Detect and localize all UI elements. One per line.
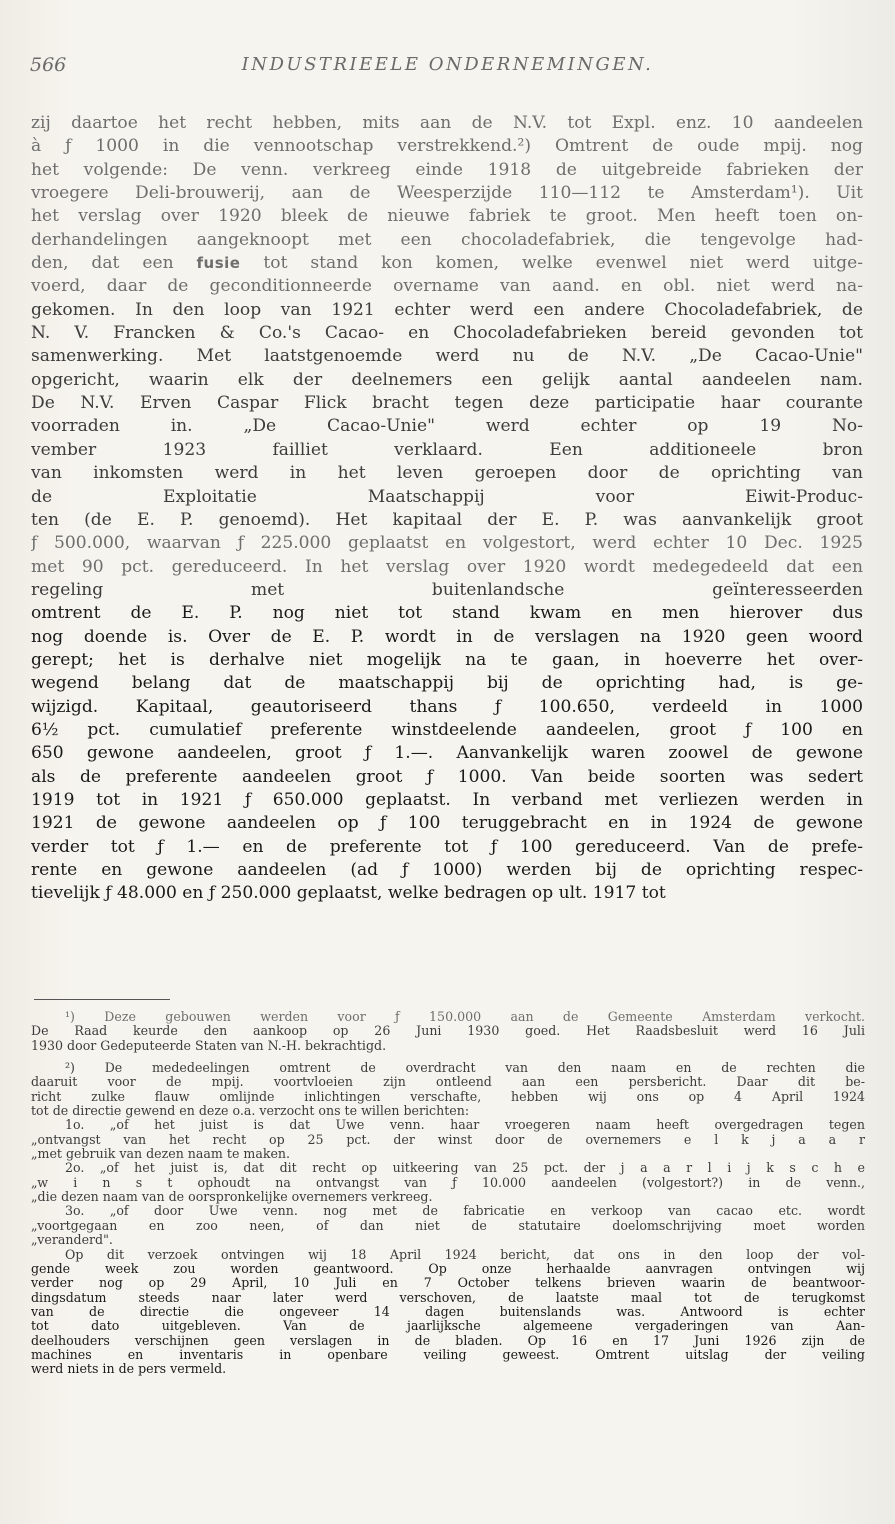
body-line: gekomen. In den loop van 1921 echter werd een andere Chocoladefabriek, de [31,299,863,320]
footnote-line: werd niets in de pers vermeld. [31,1362,227,1377]
body-line: van inkomsten werd in het leven geroepen door de oprichting van [31,463,863,484]
body-line: samenwerking. Met laatstgenoemde werd nu de N.V. „De Cacao-Unie" [31,346,863,367]
body-line [31,252,863,275]
body-line: 1919 tot in 1921 ƒ 650.000 geplaatst. In verband met verliezen werden in [31,789,863,810]
body-line: voorraden in. „De Cacao-Unie" werd echter op 19 No- [31,416,863,437]
footnote-rule [34,999,170,1000]
body-line: met 90 pct. gereduceerd. In het verslag over 1920 wordt medegedeeld dat een [31,556,863,577]
body-line: de Exploitatie Maatschappij voor Eiwit-Produc- [31,486,863,507]
body-line-text: tot stand kon komen, welke evenwel niet werd uitge- [240,253,863,274]
body-line: verder tot ƒ 1.— en de preferente tot ƒ 100 gereduceerd. Van de prefe- [31,836,863,857]
emphasis-fusie: fusie [196,254,241,273]
footnote-line: „veranderd". [31,1233,113,1248]
footnote-line: Op dit verzoek ontvingen wij 18 April 1924 bericht, dat ons in den loop der vol- [65,1247,865,1262]
body-line: 1921 de gewone aandeelen op ƒ 100 teruggebracht en in 1924 de gewone [31,813,863,834]
body-line: nog doende is. Over de E. P. wordt in de verslagen na 1920 geen woord [31,626,863,647]
body-line: 650 gewone aandeelen, groot ƒ 1.—. Aanvankelijk waren zoowel de gewone [31,743,863,764]
footnote-line: 2o. „of het juist is, dat dit recht op uitkeering van 25 pct. der j a a r l i j k s c h e [65,1161,865,1176]
footnote-line: daaruit voor de mpij. voortvloeien zijn ontleend aan een persbericht. Daar dit be- [31,1075,865,1090]
body-line: De N.V. Erven Caspar Flick bracht tegen deze participatie haar courante [31,393,863,414]
body-line: wijzigd. Kapitaal, geautoriseerd thans ƒ 100.650, verdeeld in 1000 [31,696,863,717]
footnote-line: ¹) Deze gebouwen werden voor ƒ 150.000 aan de Gemeente Amsterdam verkocht. [65,1010,865,1024]
body-line: 6½ pct. cumulatief preferente winstdeelende aandeelen, groot ƒ 100 en [31,719,863,740]
footnotes [31,1010,865,1377]
footnote-line: „voortgegaan en zoo neen, of dan niet de statutaire doelomschrijving moet worden [31,1218,865,1233]
body-text [31,112,863,906]
body-line: vroegere Deli-brouwerij, aan de Weesperzijde 110—112 te Amsterdam¹). Uit [31,183,863,204]
body-line: N. V. Francken & Co.'s Cacao- en Chocoladefabrieken bereid gevonden tot [31,323,863,344]
footnote-line: deelhouders verschijnen geen verslagen in de bladen. Op 16 en 17 Juni 1926 zijn de [31,1333,865,1348]
footnote-line: ²) De mededeelingen omtrent de overdracht van den naam en de rechten die [65,1061,865,1076]
footnote-line: verder nog op 29 April, 10 Juli en 7 October telkens brieven waarin de beantwoor- [31,1276,865,1291]
body-line: als de preferente aandeelen groot ƒ 1000. Van beide soorten was sedert [31,766,863,787]
footnote-line: 1o. „of het juist is dat Uwe venn. haar vroegeren naam heeft overgedragen tegen [65,1118,865,1133]
footnote-line: „die dezen naam van de oorspronkelijke overnemers verkreeg. [31,1190,433,1205]
page-number: 566 [30,54,67,76]
footnote-line: „met gebruik van dezen naam te maken. [31,1147,291,1162]
body-line: vember 1923 failliet verklaard. Een additioneele bron [31,439,863,460]
running-title: INDUSTRIEELE ONDERNEMINGEN. [241,54,654,75]
page-header [30,54,865,84]
body-line: ƒ 500.000, waarvan ƒ 225.000 geplaatst en volgestort, werd echter 10 Dec. 1925 [31,533,863,554]
footnote-line: gende week zou worden geantwoord. Op onze herhaalde aanvragen ontvingen wij [31,1261,865,1276]
footnote-line: richt zulke flauw omlijnde inlichtingen verschafte, hebben wij ons op 4 April 1924 [31,1089,865,1104]
footnote-line: De Raad keurde den aankoop op 26 Juni 1930 goed. Het Raadsbesluit werd 16 Juli [31,1024,865,1039]
footnote-line: dingsdatum steeds naar later werd verschoven, de laatste maal tot de terugkomst [31,1290,865,1305]
footnote-line: machines en inventaris in openbare veiling geweest. Omtrent uitslag der veiling [31,1347,865,1362]
body-line: à ƒ 1000 in die vennootschap verstrekkend.²) Omtrent de oude mpij. nog [31,136,863,157]
footnote-line: tot de directie gewend en deze o.a. verzocht ons te willen berichten: [31,1104,470,1119]
body-line: omtrent de E. P. nog niet tot stand kwam en men hierover dus [31,603,863,624]
footnote-line: 3o. „of door Uwe venn. nog met de fabricatie en verkoop van cacao etc. wordt [65,1204,865,1219]
footnote-line: 1930 door Gedeputeerde Staten van N.-H. bekrachtigd. [31,1038,387,1053]
footnote-line: „ontvangst van het recht op 25 pct. der winst door de overnemers e l k j a a r [31,1132,865,1147]
footnote-line: tot dato uitgebleven. Van de jaarlijksche algemeene vergaderingen van Aan- [31,1319,865,1334]
body-line: rente en gewone aandeelen (ad ƒ 1000) werden bij de oprichting respec- [31,860,863,880]
footnote-line: „w i n s t ophoudt na ontvangst van ƒ 10.000 aandeelen (volgestort?) in de venn., [31,1175,865,1190]
body-line: regeling met buitenlandsche geïnteresseerden [31,579,863,600]
body-line: derhandelingen aangeknoopt met een chocoladefabriek, die tengevolge had- [31,229,863,250]
body-line: opgericht, waarin elk der deelnemers een gelijk aantal aandeelen nam. [31,369,863,390]
footnote-line: van de directie die ongeveer 14 dagen buitenslands was. Antwoord is echter [31,1304,865,1319]
body-line: het volgende: De venn. verkreeg einde 1918 de uitgebreide fabrieken der [31,159,863,180]
body-line: gerept; het is derhalve niet mogelijk na te gaan, in hoeverre het over- [31,649,863,670]
body-line: tievelijk ƒ 48.000 en ƒ 250.000 geplaatst, welke bedragen op ult. 1917 tot [31,883,666,904]
body-line: zij daartoe het recht hebben, mits aan de N.V. tot Expl. enz. 10 aandeelen [31,113,863,133]
body-line: wegend belang dat de maatschappij bij de oprichting had, is ge- [31,673,863,694]
footnote-gap [31,1053,865,1061]
body-line: voerd, daar de geconditionneerde overname van aand. en obl. niet werd na- [31,276,863,297]
body-line: ten (de E. P. genoemd). Het kapitaal der E. P. was aanvankelijk groot [31,509,863,530]
body-line-text: den, dat een [31,253,197,274]
body-line: het verslag over 1920 bleek de nieuwe fabriek te groot. Men heeft toen on- [31,206,863,227]
